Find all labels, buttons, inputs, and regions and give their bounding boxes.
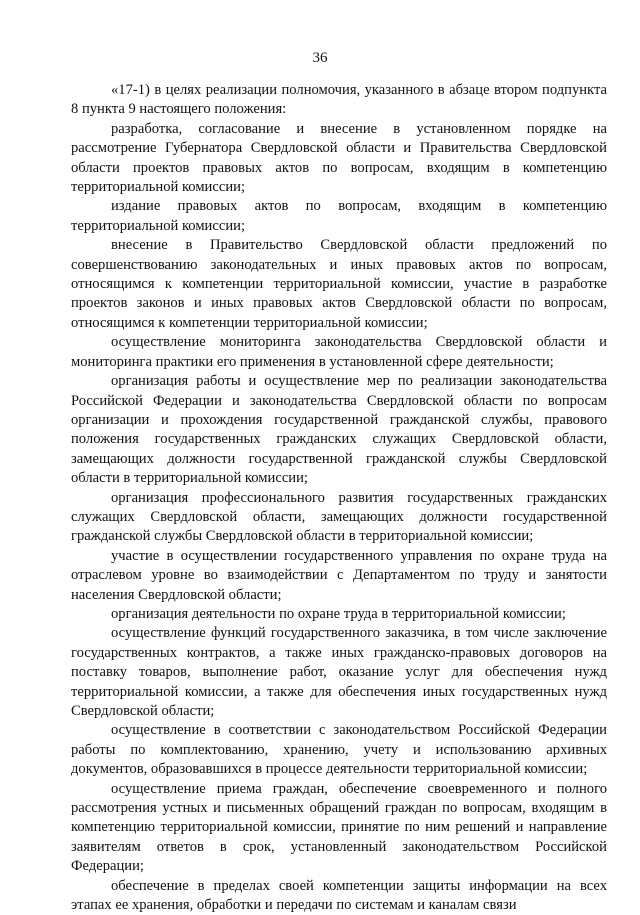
paragraph-item: участие в осуществлении государственного управления по охране труда на отраслевом уровне во взаимодействии с Департаментом по труду и занятости населения Свердловской области; [71, 547, 607, 603]
paragraph-item: осуществление в соответствии с законодательством Российской Федерации работы по комплектованию, хранению, учету и использованию архивных документов, образовавшихся в процессе деятельности территориальной комиссии; [71, 722, 607, 778]
paragraph-item: осуществление функций государственного заказчика, в том числе заключение государственных контрактов, а также иных гражданско-правовых договоров на поставку товаров, выполнение работ, оказание услуг для обеспечения нужд территориальной комиссии, а также для обеспечения иных государственных нужд Свердловской области; [71, 625, 607, 719]
paragraph-item: внесение в Правительство Свердловской области предложений по совершенствованию законодательных и иных правовых актов по вопросам, относящимся к компетенции территориальной комиссии, участие в разработке проектов законов и иных правовых актов Свердловской области по вопросам, относящимся к компетенции территориальной комиссии; [71, 237, 607, 331]
document-body [71, 81, 607, 915]
paragraph-item: осуществление мониторинга законодательства Свердловской области и мониторинга практики его применения в установленной сфере деятельности; [71, 334, 607, 370]
paragraph-item: организация деятельности по охране труда в территориальной комиссии; [111, 605, 566, 622]
paragraph-item: издание правовых актов по вопросам, входящим в компетенцию территориальной комиссии; [71, 198, 607, 234]
paragraph-item: организация профессионального развития государственных гражданских служащих Свердловской области, замещающих должности государственной гражданской службы Свердловской области в территориальной комиссии; [71, 489, 607, 545]
paragraph-item: осуществление приема граждан, обеспечение своевременного и полного рассмотрения устных и письменных обращений граждан по вопросам, входящим в компетенцию территориальной комиссии, принятие по ним решений и направление заявителям ответов в срок, установленный законодательством Российской Федерации; [71, 780, 607, 875]
page-number: 36 [312, 50, 328, 66]
paragraph-item: разработка, согласование и внесение в установленном порядке на рассмотрение Губернатора Свердловской области и Правительства Свердловской области проектов правовых актов по вопросам, входящим в компетенцию территориальной комиссии; [71, 120, 607, 196]
paragraph-intro: «17-1) в целях реализации полномочия, указанного в абзаце втором подпункта 8 пункта 9 настоящего положения: [71, 82, 607, 118]
paragraph-item: организация работы и осуществление мер по реализации законодательства Российской Федерации и законодательства Свердловской области по вопросам организации и прохождения государственной гражданской службы, правового положения государственных гражданских служащих Свердловской области, замещающих должности государственной гражданской службы Свердловской области в территориальной комиссии; [71, 373, 607, 487]
paragraph-item: обеспечение в пределах своей компетенции защиты информации на всех этапах ее хранения, обработки и передачи по системам и каналам связи [71, 877, 607, 914]
